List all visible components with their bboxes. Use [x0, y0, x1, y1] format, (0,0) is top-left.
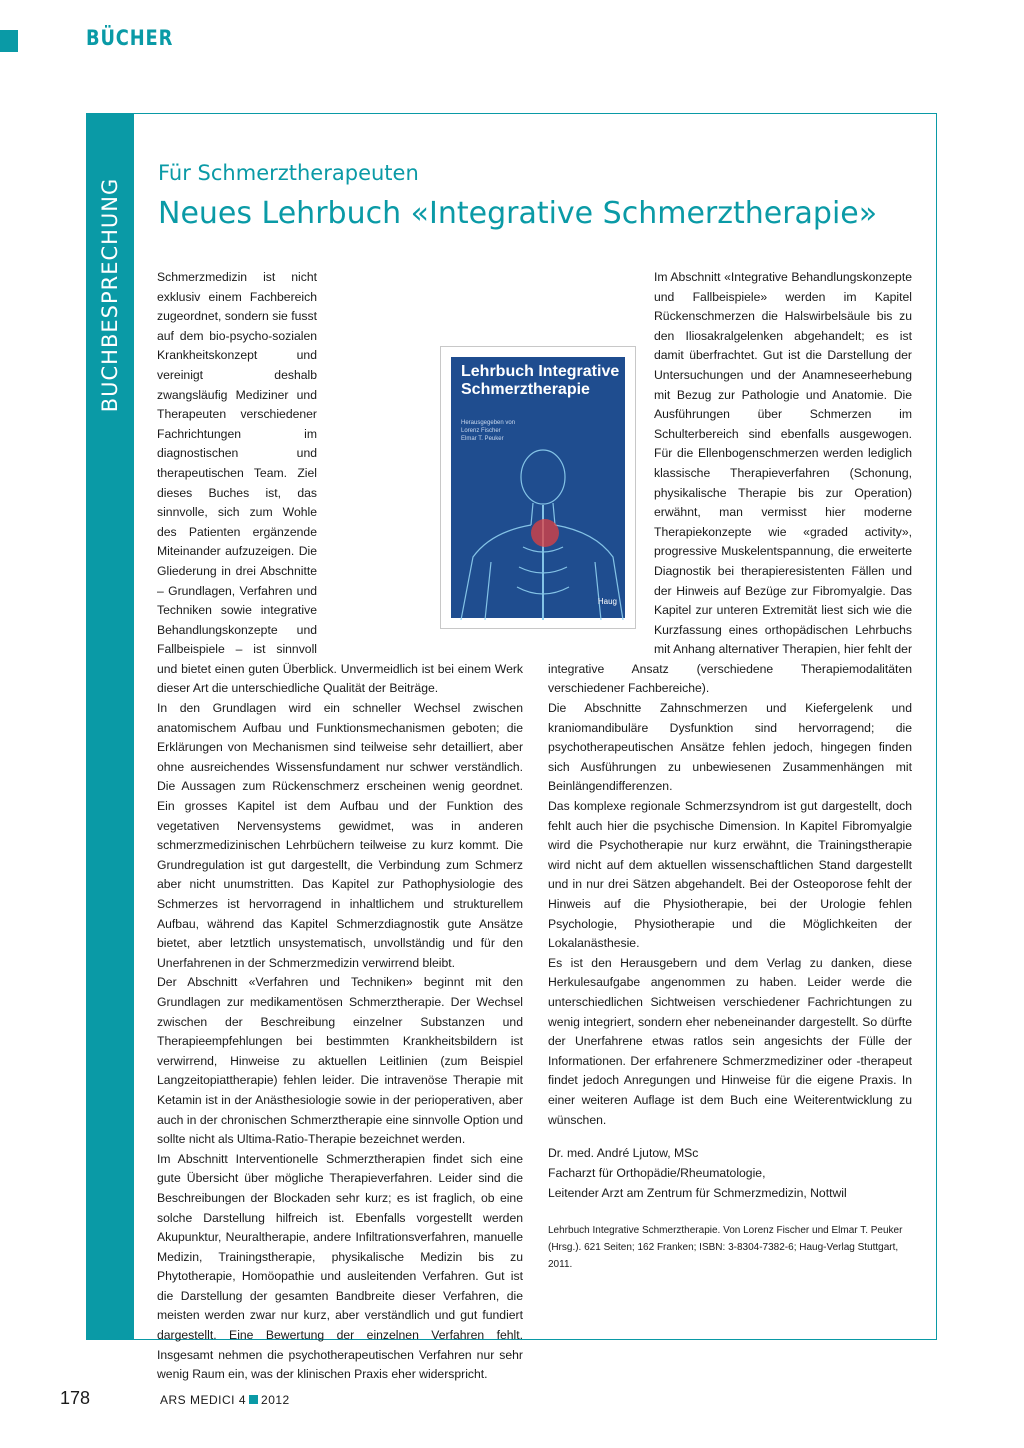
footer-square — [249, 1395, 258, 1404]
cover-editors-line: Elmar T. Peuker — [461, 436, 504, 442]
page-number: 178 — [60, 1388, 91, 1408]
cover-title-line: Lehrbuch Integrative — [461, 363, 620, 380]
book-cover-image — [440, 346, 636, 629]
paragraph: Schmerzmedizin ist nicht exklusiv einem Fachbereich zugeordnet, sondern sie fusst auf dem bio-psycho-sozialen Krankheitskonzept und vereinigt deshalb zwangsläufig Mediziner und Therapeuten verschiedener Fachrichtungen im diagnostischen und therapeutischen Team. Ziel dieses Buches ist, das sinnvolle, sich zum Wohle des Patienten ergänzende Miteinander aufzuzeigen. Die Gliederung in drei Abschnitte – Grundlagen, Verfahren und Techniken sowie integrative Behandlungskonzepte und Fallbeispiele – ist sinnvoll und bietet einen guten Überblick. Unvermeidlich ist bei einem Werk dieser Art die unterschiedliche Qualität der Beiträge. — [157, 270, 523, 696]
author-name: Dr. med. André Ljutow, MSc — [548, 1146, 699, 1160]
section-marker — [0, 30, 18, 52]
author-title: Facharzt für Orthopädie/Rheumatologie, — [548, 1166, 766, 1180]
paragraph: Es ist den Herausgebern und dem Verlag zu danken, diese Herkulesaufgabe angenommen zu haben. Leider werde die unterschiedlichen Sichtweisen verschiedener Fachrichtungen zu wenig integriert, sondern eher nebeneinander dargestellt. So dürfte der Unerfahrene etwas ratlos sein angesichts der Fülle der Informationen. Der erfahrenere Schmerzmediziner oder -therapeut findet jedoch Anregungen und Hinweise für die eigene Praxis. In einer weiteren Auflage ist dem Buch eine Weiterentwicklung zu wünschen. — [548, 955, 912, 1127]
article-kicker: Für Schmerztherapeuten — [158, 161, 419, 185]
side-label: BUCHBESPRECHUNG — [98, 177, 122, 413]
author-position: Leitender Arzt am Zentrum für Schmerzmedizin, Nottwil — [548, 1186, 847, 1200]
cover-background — [451, 357, 625, 618]
section-title: BÜCHER — [86, 26, 174, 50]
paragraph: Das komplexe regionale Schmerzsyndrom ist gut dargestellt, doch fehlt auch hier die psychische Dimension. In Kapitel Fibromyalgie wird die Psychotherapie nur kurz erwähnt, die Trainingstherapie wird nicht auf dem aktuellen wissenschaftlichen Stand dargestellt und in nur drei Sätzen abgehandelt. Bei der Osteoporose fehlt der Hinweis auf die Physiotherapie, bei der Urologie fehlen Psychologie, Physiotherapie und die Möglichkeiten der Lokalanästhesie. — [548, 799, 912, 951]
cover-publisher: Haug — [597, 597, 617, 606]
paragraph: Im Abschnitt Interventionelle Schmerztherapien findet sich eine gute Übersicht über mögliche Therapieverfahren. Leider sind die Beschreibungen der Blockaden sehr kurz; es ist fraglich, ob eine solche Darstellung hilfreich ist. Ebenfalls vorgestellt werden Akupunktur, Neuraltherapie, andere Infiltrationsverfahren, manuelle Medizin, Trainingstherapie, physikalische Medizin bis zu Phytotherapie, Homöopathie und ausleitenden Verfahren. Gut ist die Darstellung der gesamten Bandbreite dieser Verfahren, die meisten werden zwar nur kurz, aber verständlich und gut fundiert dargestellt. Eine Bewertung der einzelnen Verfahren fehlt. Insgesamt nehmen die psychotherapeutischen Verfahren nur sehr wenig Raum ein, was der klinischen Praxis eher widerspricht. — [157, 1151, 523, 1382]
cover-title-line: Schmerztherapie — [461, 381, 590, 398]
cover-editors-line: Lorenz Fischer — [461, 428, 501, 434]
cover-editors-line: Herausgegeben von — [461, 420, 516, 426]
footer-journal — [160, 1393, 290, 1407]
paragraph: Der Abschnitt «Verfahren und Techniken» beginnt mit den Grundlagen zur medikamentösen Schmerztherapie. Der Wechsel zwischen der Beschreibung einzelner Substanzen und Therapieempfehlungen bei bestimmten Krankheitsbildern ist verwirrend, Hinweise zu aktuellen Leitlinien (zum Beispiel Langzeitopiattherapie) fehlen leider. Die intravenöse Therapie mit Ketamin ist in der Anästhesiologie sowie in der perioperativen, aber auch in der chronischen Schmerztherapie eine sinnvolle Option und sollte nicht als Ultima-Ratio-Therapie bezeichnet werden. — [157, 975, 523, 1147]
anatomy-figure-icon — [451, 357, 627, 620]
journal-name: ARS MEDICI 4 — [160, 1393, 247, 1407]
book-citation: Lehrbuch Integrative Schmerztherapie. Von Lorenz Fischer und Elmar T. Peuker (Hrsg.). 621 Seiten; 162 Franken; ISBN: 3-8304-7382-6; Haug-Verlag Stuttgart, 2011. — [548, 1225, 903, 1270]
paragraph: Die Abschnitte Zahnschmerzen und Kiefergelenk und kraniomandibuläre Dysfunktion sind hervorragend; die psychotherapeutischen Ansätze fehlen jedoch, hingegen finden sich Ausführungen zu unbewiesenen Zusammenhängen mit Beinlängendifferenzen. — [548, 701, 912, 794]
journal-year: 2012 — [261, 1393, 290, 1407]
article-headline: Neues Lehrbuch «Integrative Schmerztherapie» — [158, 196, 878, 231]
paragraph: In den Grundlagen wird ein schneller Wechsel zwischen anatomischem Aufbau und Funktionsmechanismen geboten; die Erklärungen von Mechanismen sind teilweise sehr detailliert, aber ohne ausreichendes Wissensfundament nur schwer verständlich. Die Aussagen zum Rückenschmerz erscheinen wenig geordnet. Ein grosses Kapitel ist dem Aufbau und der Funktion des vegetativen Nervensystems gewidmet, was in anderen schmerzmedizinischen Lehrbüchern teilweise zu kurz kommt. Die Grundregulation ist gut dargestellt, die Verbindung zum Schmerz aber nicht unumstritten. Das Kapitel zur Pathophysiologie des Schmerzes ist hervorragend in inhaltlichem und strukturellem Aufbau, während das Kapitel Schmerzdiagnostik gute Ansätze bietet, aber letztlich unsystematisch, unvollständig und für den Unerfahrenen in der Schmerzmedizin verwirrend bleibt. — [157, 701, 523, 970]
author-block — [548, 1143, 847, 1203]
paragraph: Im Abschnitt «Integrative Behandlungskonzepte und Fallbeispiele» werden im Kapitel Rückenschmerzen die Halswirbelsäule bis zu den Iliosakralgelenken abgehandelt; es ist damit überfrachtet. Gut ist die Darstellung der Untersuchungen und der Anamneseerhebung mit Bezug zur Pathologie und Anatomie. Die Ausführungen über Schmerzen im Schulterbereich sind ebenfalls ausgewogen. Für die Ellenbogenschmerzen werden lediglich klassische Therapieverfahren (Schonung, physikalische Therapie bis zur Operation) erwähnt, man vermisst hier moderne Therapiekonzepte wie «graded activity», progressive Muskelentspannung, die erweiterte Diagnostik bei therapieresistenten Fällen und der Hinweis auf Bezüge zur Fibromyalgie. Das Kapitel zur unteren Extremität liest sich wie die Kurzfassung eines orthopädischen Lehrbuchs mit Anhang alternativer Therapien, hier fehlt der integrative Ansatz (verschiedene Therapiemodalitäten verschiedener Fachbereiche). — [548, 270, 912, 696]
